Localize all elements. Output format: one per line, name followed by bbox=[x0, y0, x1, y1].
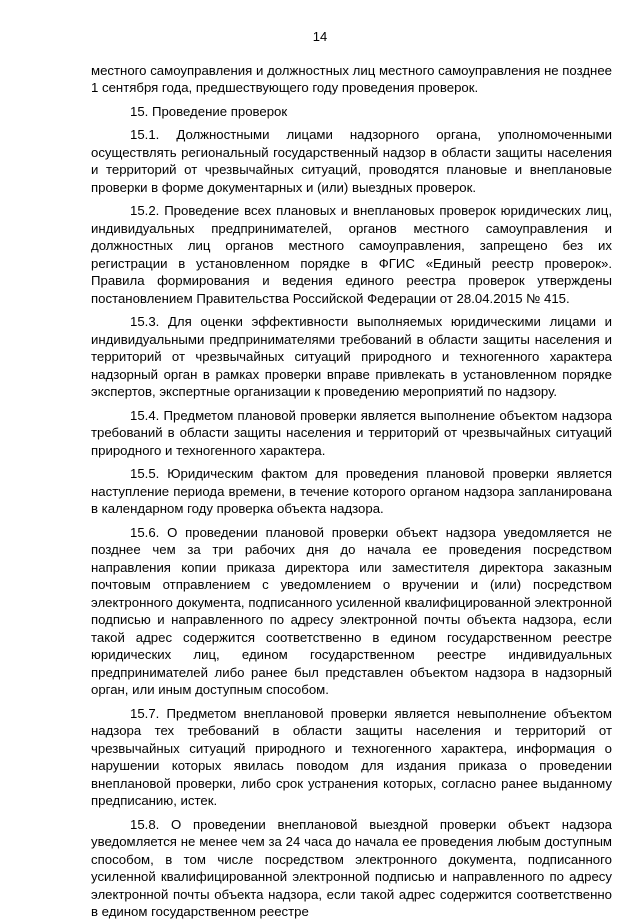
paragraph-15-1: 15.1. Должностными лицами надзорного органа, уполномоченными осуществлять региональный государственный надзор в области защиты населения и территорий от чрезвычайных ситуаций, проводятся плановые и внеплановые проверки в форме документарных и (или) выездных проверок. bbox=[91, 127, 612, 195]
paragraph-15-2: 15.2. Проведение всех плановых и внеплановых проверок юридических лиц, индивидуальных предпринимателей, органов местного самоуправления и должностных лиц органов местного самоуправления, запрещено без их регистрации в установленном порядке в ФГИС «Единый реестр проверок». Правила формирования и ведения единого реестра проверок утверждены постановлением Правительства Российской Федерации от 28.04.2015 № 415. bbox=[91, 203, 612, 306]
section-heading: 15. Проведение проверок bbox=[130, 103, 288, 119]
paragraph-15-6: 15.6. О проведении плановой проверки объект надзора уведомляется не позднее чем за три рабочих дня до начала ее проведения посредством направления копии приказа директора или заместителя директора заказным почтовым отправлением с уведомлением о вручении и (или) посредством электронного документа, подписанного усиленной квалифицированной электронной подписью и направленного по адресу электронной почты объекта надзора, если такой адрес содержится соответственно в едином государственном реестре юридических лиц, едином государственном реестре индивидуальных предпринимателей либо ранее был представлен объектом надзора в надзорный орган, или иным доступным способом. bbox=[91, 524, 612, 697]
paragraph-15-5: 15.5. Юридическим фактом для проведения плановой проверки является наступление периода времени, в течение которого органом надзора запланирована в календарном году проверка объекта надзора. bbox=[91, 466, 612, 516]
paragraph-15-7: 15.7. Предметом внеплановой проверки является невыполнение объектом надзора тех требований в области защиты населения и территорий от чрезвычайных ситуаций природного и техногенного характера, информация о нарушении которых явилась поводом для издания приказа о проведении внеплановой проверки, либо срок устранения которых, согласно ранее выданному предписанию, истек. bbox=[91, 705, 612, 808]
paragraph-15-8: 15.8. О проведении внеплановой выездной проверки объект надзора уведомляется не менее чем за 24 часа до начала ее проведения любым доступным способом, в том числе посредством электронного документа, подписанного усиленной квалифицированной электронной подписью и направленного по адресу электронной почты объекта надзора, если такой адрес содержится соответственно в едином государственном реестре bbox=[91, 816, 612, 919]
page-number: 14 bbox=[312, 29, 328, 44]
paragraph-15-4: 15.4. Предметом плановой проверки является выполнение объектом надзора требований в области защиты населения и территорий от чрезвычайных ситуаций природного и техногенного характера. bbox=[91, 407, 612, 458]
paragraph-15-3: 15.3. Для оценки эффективности выполняемых юридическими лицами и индивидуальными предпринимателями требований в области защиты населения и территорий от чрезвычайных ситуаций природного и техногенного характера надзорный орган в рамках проверки вправе привлекать в установленном порядке экспертов, экспертные организации к проведению мероприятий по надзору. bbox=[91, 314, 612, 399]
paragraph-continuation: местного самоуправления и должностных лиц местного самоуправления не позднее 1 сентября года, предшествующего году проведения проверок. bbox=[91, 62, 612, 95]
